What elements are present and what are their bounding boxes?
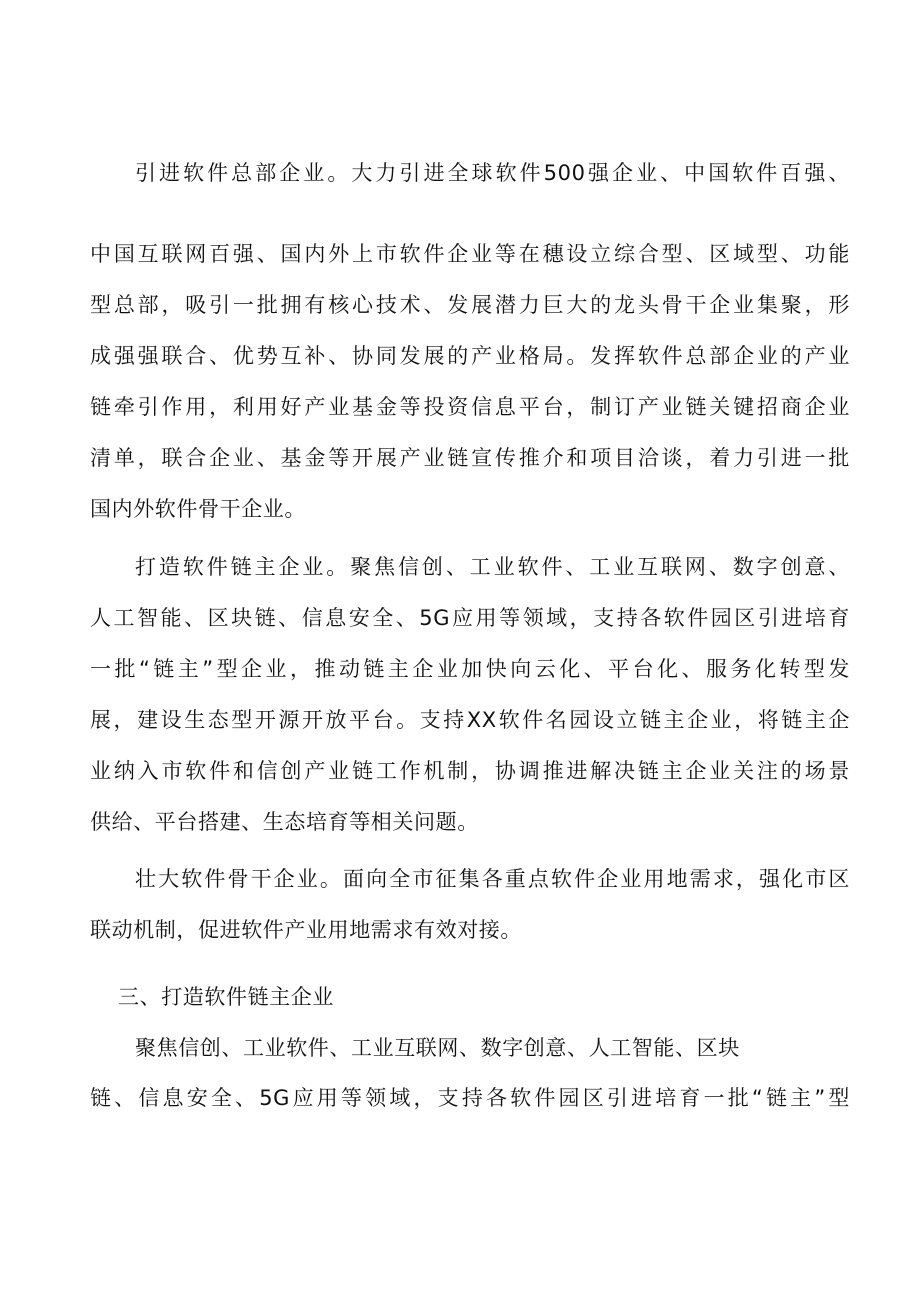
paragraph-4-line-2: 链、信息安全、5G应用等领域，支持各软件园区引进培育一批“链主”型: [90, 1086, 850, 1110]
paragraph-2-line-1: 打造软件链主企业。聚焦信创、工业软件、工业互联网、数字创意、: [135, 555, 850, 579]
paragraph-2-line-3: 一批“链主”型企业，推动链主企业加快向云化、平台化、服务化转型发: [90, 657, 850, 681]
paragraph-3-line-2: 联动机制，促进软件产业用地需求有效对接。: [90, 918, 522, 942]
paragraph-2-line-2: 人工智能、区块链、信息安全、5G应用等领域，支持各软件园区引进培育: [90, 606, 850, 630]
paragraph-1-line-6: 清单，联合企业、基金等开展产业链宣传推介和项目洽谈，着力引进一批: [90, 446, 850, 470]
paragraph-1-line-7: 国内外软件骨干企业。: [90, 497, 306, 521]
paragraph-4-line-1: 聚焦信创、工业软件、工业互联网、数字创意、人工智能、区块: [135, 1036, 740, 1060]
section-heading: 三、打造软件链主企业: [118, 985, 334, 1009]
paragraph-1-line-2: 中国互联网百强、国内外上市软件企业等在穗设立综合型、区域型、功能: [90, 242, 850, 266]
paragraph-2-line-6: 供给、平台搭建、生态培育等相关问题。: [90, 810, 479, 834]
paragraph-1-line-3: 型总部，吸引一批拥有核心技术、发展潜力巨大的龙头骨干企业集聚，形: [90, 293, 850, 317]
paragraph-2-line-4: 展，建设生态型开源开放平台。支持XX软件名园设立链主企业，将链主企: [90, 708, 850, 732]
paragraph-2-line-5: 业纳入市软件和信创产业链工作机制，协调推进解决链主企业关注的场景: [90, 759, 850, 783]
paragraph-3-line-1: 壮大软件骨干企业。面向全市征集各重点软件企业用地需求，强化市区: [135, 867, 850, 891]
paragraph-1-line-4: 成强强联合、优势互补、协同发展的产业格局。发挥软件总部企业的产业: [90, 344, 850, 368]
paragraph-1-line-1: 引进软件总部企业。大力引进全球软件500强企业、中国软件百强、: [135, 161, 850, 185]
paragraph-1-line-5: 链牵引作用，利用好产业基金等投资信息平台，制订产业链关键招商企业: [90, 395, 850, 419]
